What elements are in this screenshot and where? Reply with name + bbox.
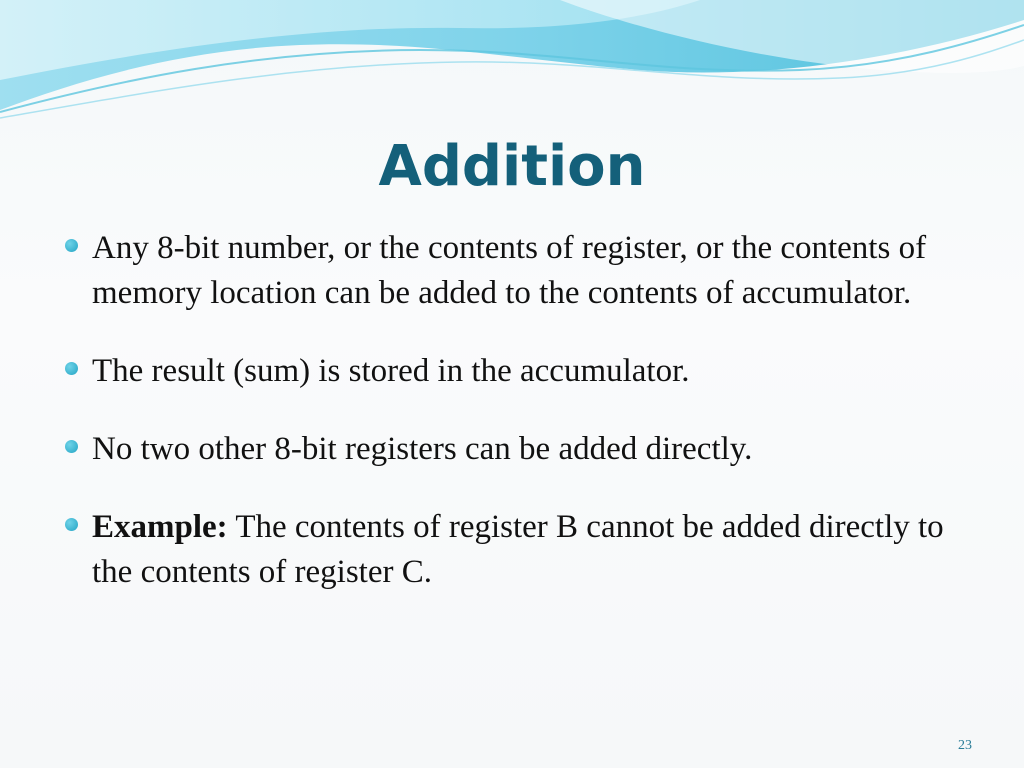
bullet-text: The result (sum) is stored in the accumulator. (92, 353, 690, 389)
wave-header-decoration (0, 0, 1024, 130)
page-number: 23 (958, 738, 972, 753)
bullet-text: Any 8-bit number, or the contents of register, or the contents of memory location can be added to the contents of accumulator. (92, 230, 927, 311)
bullet-item (62, 226, 962, 316)
example-label: Example: (92, 509, 228, 545)
bullet-item (62, 349, 962, 394)
bullet-item (62, 505, 962, 595)
bullet-dot-icon (65, 362, 78, 375)
bullet-text: No two other 8-bit registers can be added directly. (92, 431, 753, 467)
bullet-dot-icon (65, 239, 78, 252)
bullet-dot-icon (65, 440, 78, 453)
slide-title: Addition (378, 134, 646, 199)
bullet-list (62, 226, 962, 595)
bullet-item (62, 427, 962, 472)
bullet-dot-icon (65, 518, 78, 531)
bullet-text: The contents of register B cannot be added directly to the contents of register C. (92, 509, 944, 590)
